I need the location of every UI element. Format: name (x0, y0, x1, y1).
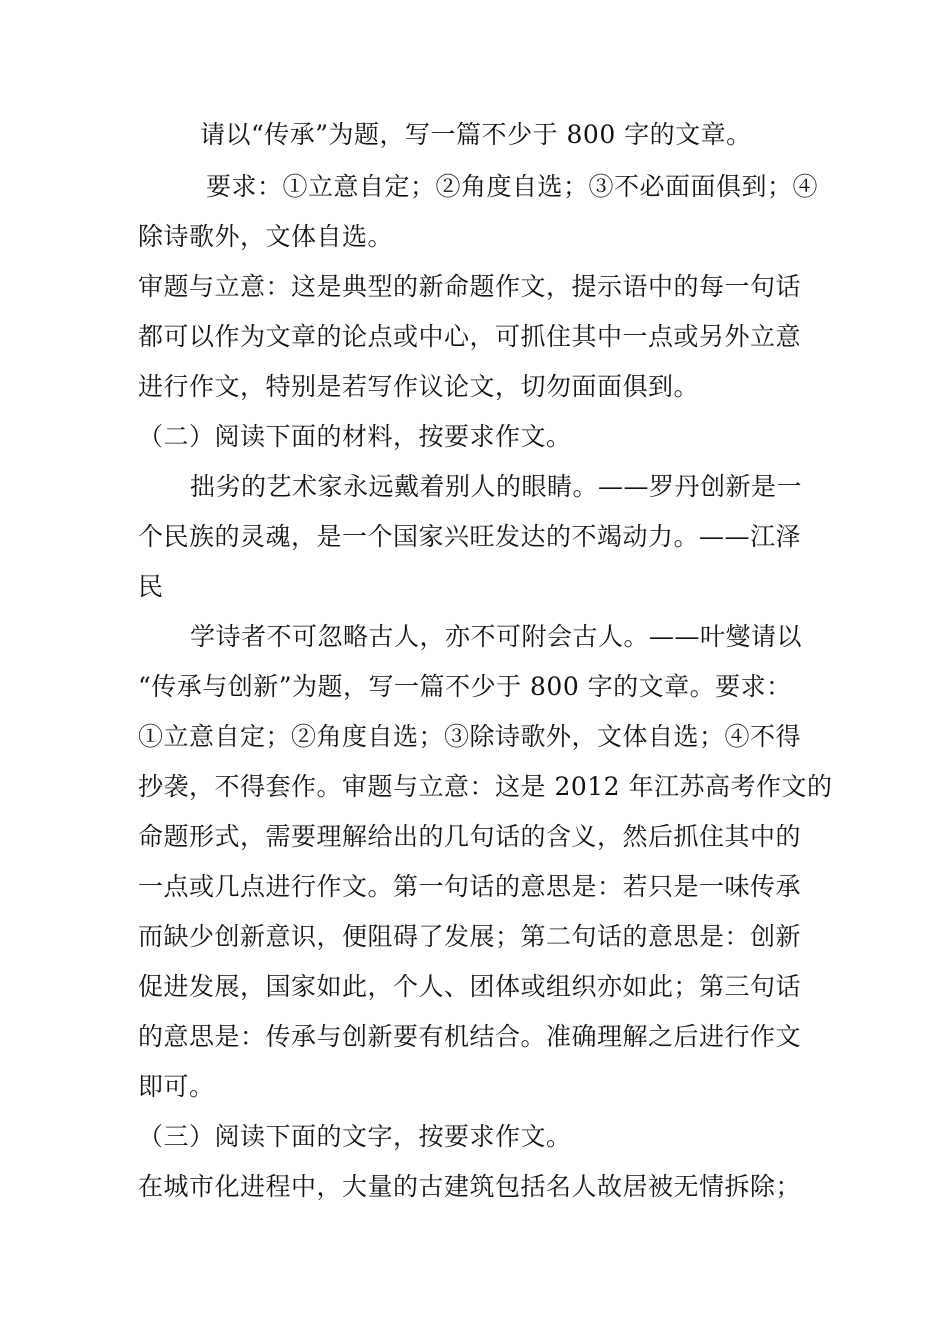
prompt-line: 请以“传承”为题，写一篇不少于 800 字的文章。 (200, 120, 752, 149)
analysis-line: 都可以作为文章的论点或中心，可抓住其中一点或另外立意 (138, 322, 802, 351)
analysis-line: 即可。 (138, 1072, 215, 1101)
section-heading-three: （三）阅读下面的文字，按要求作文。 (138, 1122, 572, 1151)
analysis-line: 命题形式，需要理解给出的几句话的含义，然后抓住其中的 (138, 822, 802, 851)
quote-line: 拙劣的艺术家永远戴着别人的眼睛。——罗丹创新是一 (190, 472, 803, 501)
requirements-line-cont: 除诗歌外，文体自选。 (138, 222, 394, 251)
analysis-line: 抄袭，不得套作。审题与立意：这是 2012 年江苏高考作文的 (138, 772, 833, 801)
requirements-line: ①立意自定；②角度自选；③除诗歌外，文体自选；④不得 (138, 722, 802, 751)
requirements-line: 要求：①立意自定；②角度自选；③不必面面俱到；④ (206, 172, 819, 201)
quote-line: 民 (138, 572, 164, 601)
analysis-line: 审题与立意：这是典型的新命题作文，提示语中的每一句话 (138, 272, 802, 301)
analysis-line: 而缺少创新意识，便阻碍了发展；第二句话的意思是：创新 (138, 922, 802, 951)
quote-line: 个民族的灵魂，是一个国家兴旺发达的不竭动力。——江泽 (138, 522, 802, 551)
body-line: 在城市化进程中，大量的古建筑包括名人故居被无情拆除； (138, 1172, 802, 1201)
analysis-line: 促进发展，国家如此，个人、团体或组织亦如此；第三句话 (138, 972, 802, 1001)
quote-line: 学诗者不可忽略古人，亦不可附会古人。——叶燮请以 (190, 622, 803, 651)
section-heading-two: （二）阅读下面的材料，按要求作文。 (138, 422, 572, 451)
analysis-line: 进行作文，特别是若写作议论文，切勿面面俱到。 (138, 372, 700, 401)
analysis-line: 一点或几点进行作文。第一句话的意思是：若只是一味传承 (138, 872, 802, 901)
prompt-line: “传承与创新”为题，写一篇不少于 800 字的文章。要求： (138, 672, 792, 701)
analysis-line: 的意思是：传承与创新要有机结合。准确理解之后进行作文 (138, 1022, 802, 1051)
